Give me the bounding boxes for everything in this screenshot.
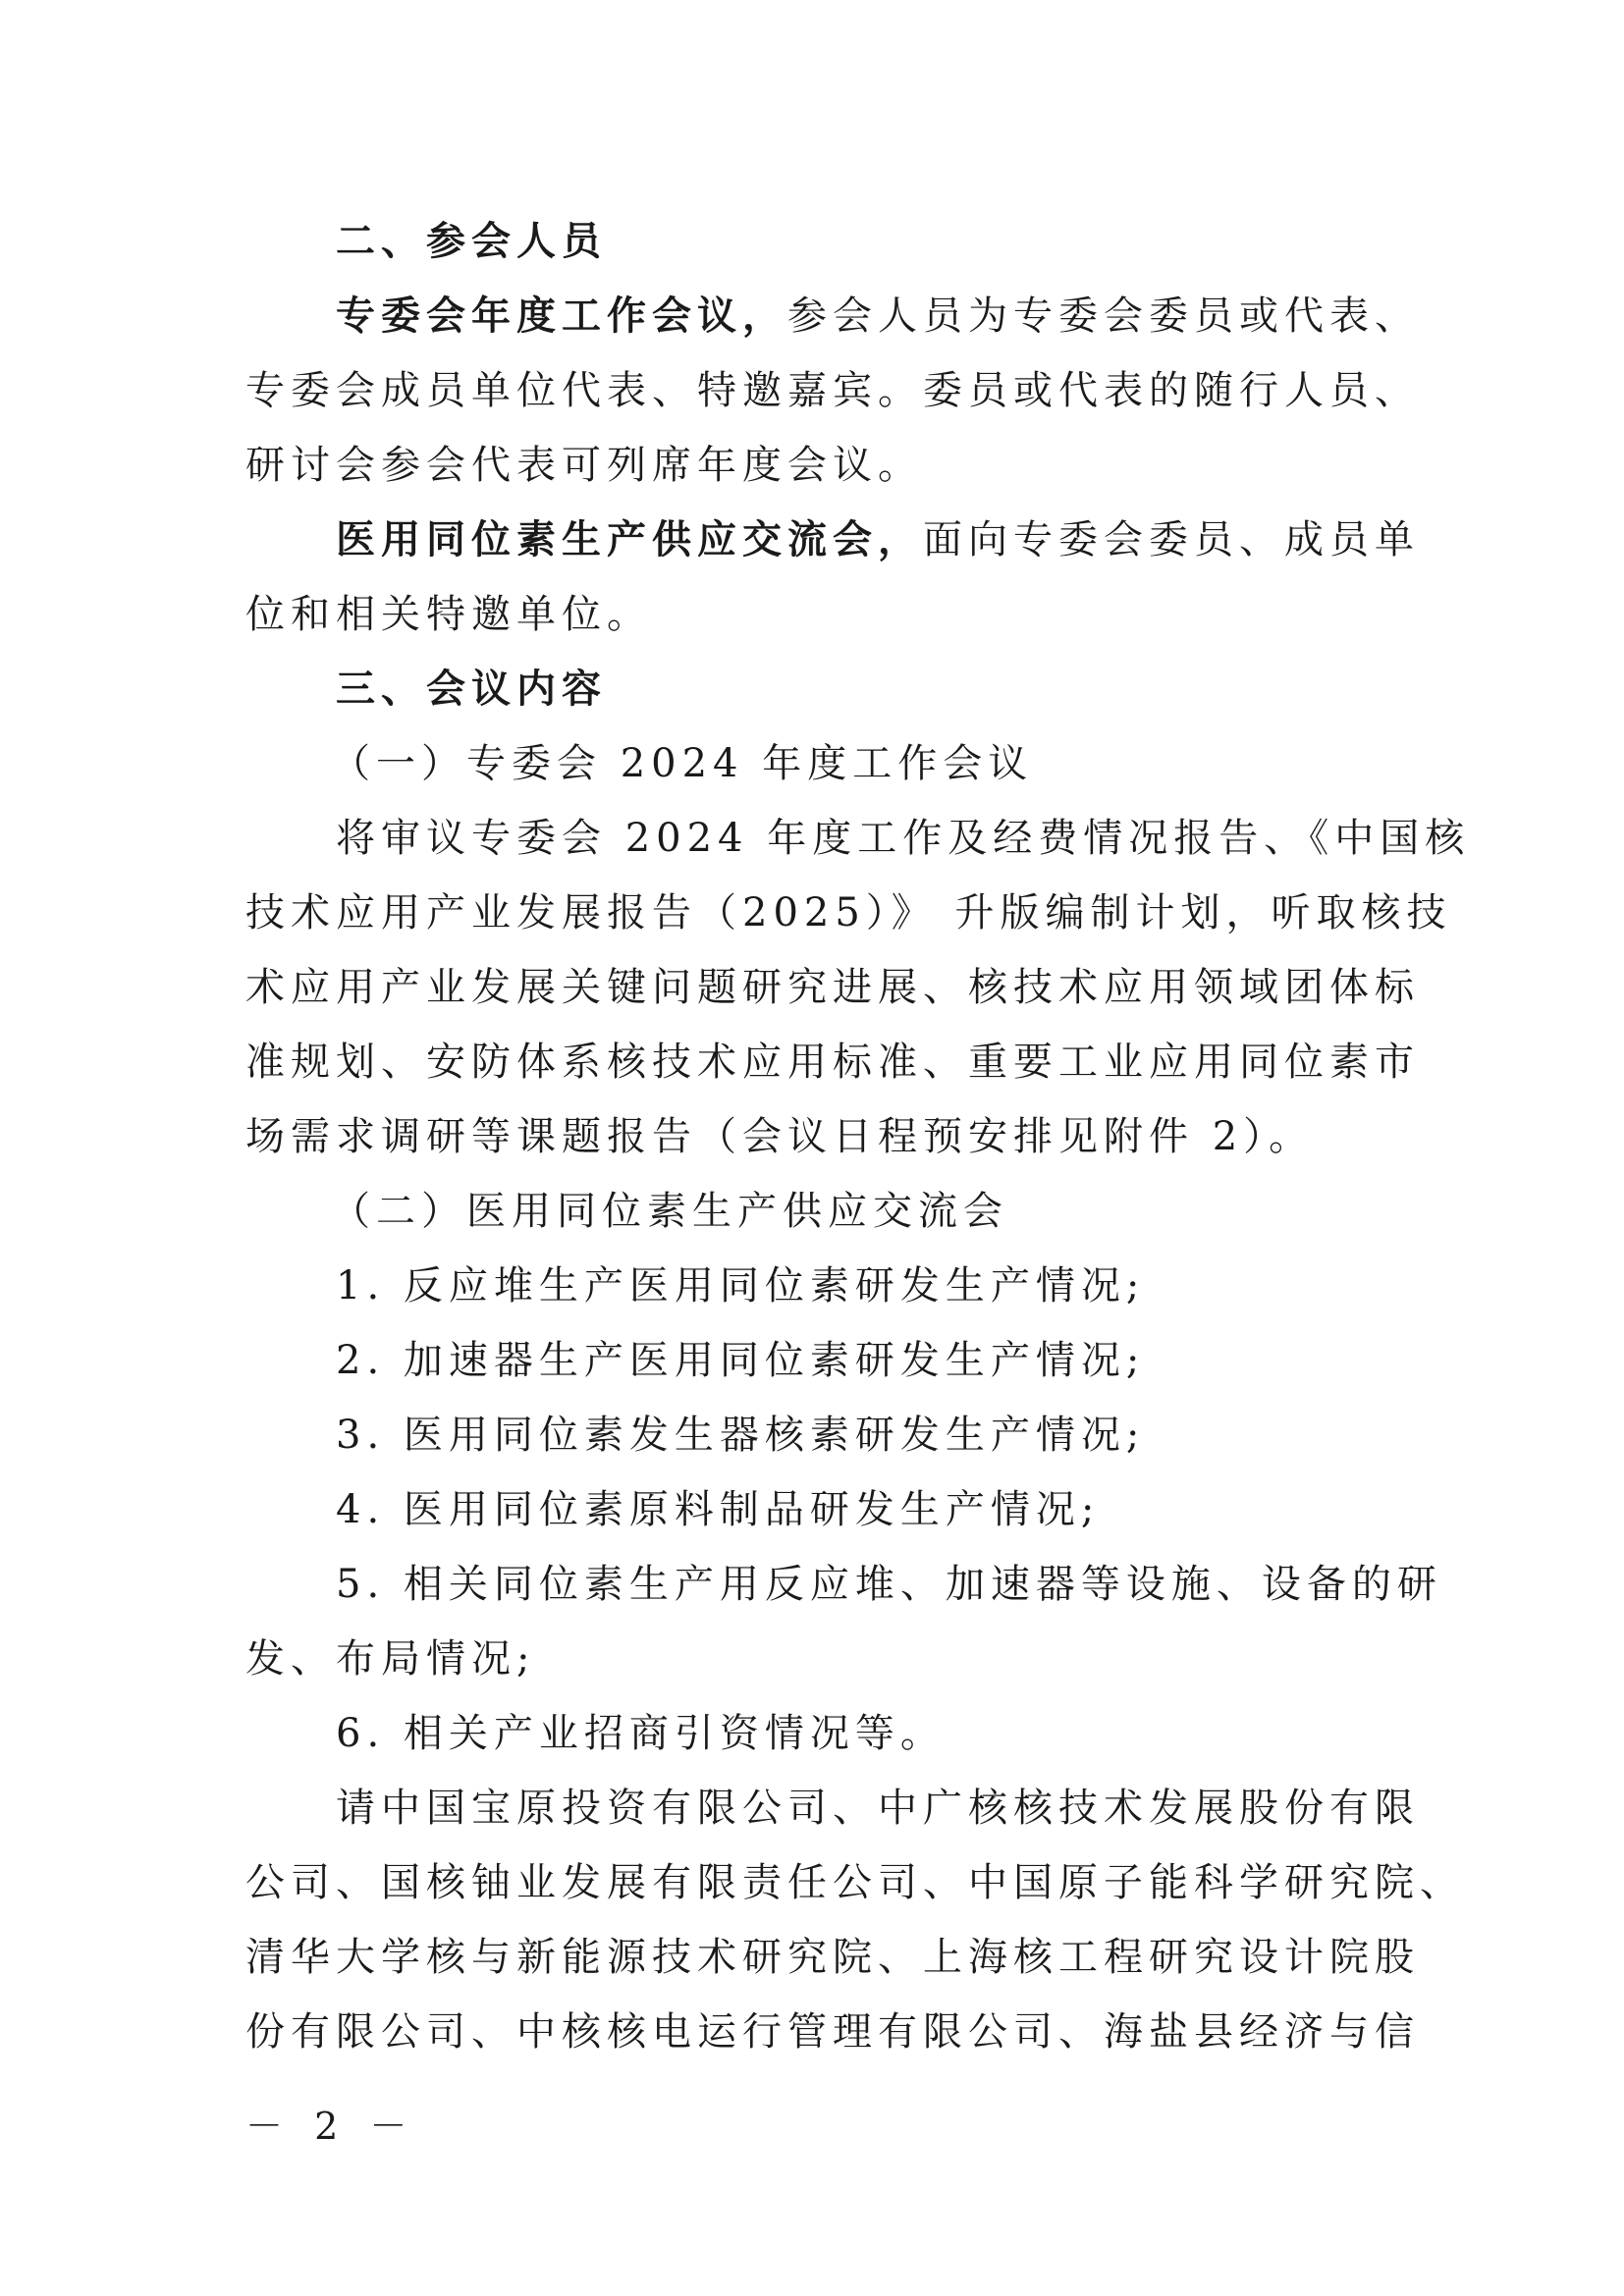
section-heading-attendees: 二、参会人员 xyxy=(336,219,607,264)
paragraph-line: 场需求调研等课题报告（会议日程预安排见附件 2）。 xyxy=(245,1114,1315,1159)
list-item: 1. 反应堆生产医用同位素研发生产情况; xyxy=(336,1263,1146,1308)
paragraph-line: 术应用产业发展关键问题研究进展、核技术应用领域团体标 xyxy=(245,965,1420,1010)
paragraph-text: 参会人员为专委会委员或代表、 xyxy=(787,294,1420,339)
paragraph-line: 将审议专委会 2024 年度工作及经费情况报告、《中国核 xyxy=(336,816,1471,861)
paragraph-line: 清华大学核与新能源技术研究院、上海核工程研究设计院股 xyxy=(245,1935,1420,1980)
paragraph-line: 专委会成员单位代表、特邀嘉宾。委员或代表的随行人员、 xyxy=(245,368,1420,413)
list-item: 3. 医用同位素发生器核素研发生产情况; xyxy=(336,1413,1146,1458)
paragraph-line: 准规划、安防体系核技术应用标准、重要工业应用同位素市 xyxy=(245,1040,1420,1085)
paragraph-line: 公司、国核铀业发展有限责任公司、中国原子能科学研究院、 xyxy=(245,1860,1465,1905)
subheading-isotope-forum: （二）医用同位素生产供应交流会 xyxy=(331,1189,1008,1234)
paragraph-line: 请中国宝原投资有限公司、中广核核技术发展股份有限 xyxy=(336,1786,1420,1831)
paragraph-line xyxy=(336,293,1420,340)
list-item: 4. 医用同位素原料制品研发生产情况; xyxy=(336,1487,1101,1532)
list-item: 6. 相关产业招商引资情况等。 xyxy=(336,1711,946,1756)
bold-lead-annual-meeting: 专委会年度工作会议， xyxy=(336,294,787,339)
list-item: 5. 相关同位素生产用反应堆、加速器等设施、设备的研 xyxy=(336,1562,1442,1607)
paragraph-line: 位和相关特邀单位。 xyxy=(245,592,652,637)
paragraph-line xyxy=(336,516,1420,563)
paragraph-line: 份有限公司、中核核电运行管理有限公司、海盐县经济与信 xyxy=(245,2009,1420,2055)
paragraph-text: 面向专委会委员、成员单 xyxy=(923,517,1420,562)
paragraph-line: 技术应用产业发展报告（2025）》 升版编制计划，听取核技 xyxy=(245,890,1452,935)
paragraph-line: 研讨会参会代表可列席年度会议。 xyxy=(245,443,923,488)
bold-lead-isotope-forum: 医用同位素生产供应交流会， xyxy=(336,517,923,562)
list-item-continuation: 发、布局情况; xyxy=(245,1636,536,1682)
page-number: － 2 － xyxy=(245,2105,417,2148)
list-item: 2. 加速器生产医用同位素研发生产情况; xyxy=(336,1338,1146,1383)
section-heading-content: 三、会议内容 xyxy=(336,667,607,712)
subheading-annual-meeting: （一）专委会 2024 年度工作会议 xyxy=(331,741,1034,786)
